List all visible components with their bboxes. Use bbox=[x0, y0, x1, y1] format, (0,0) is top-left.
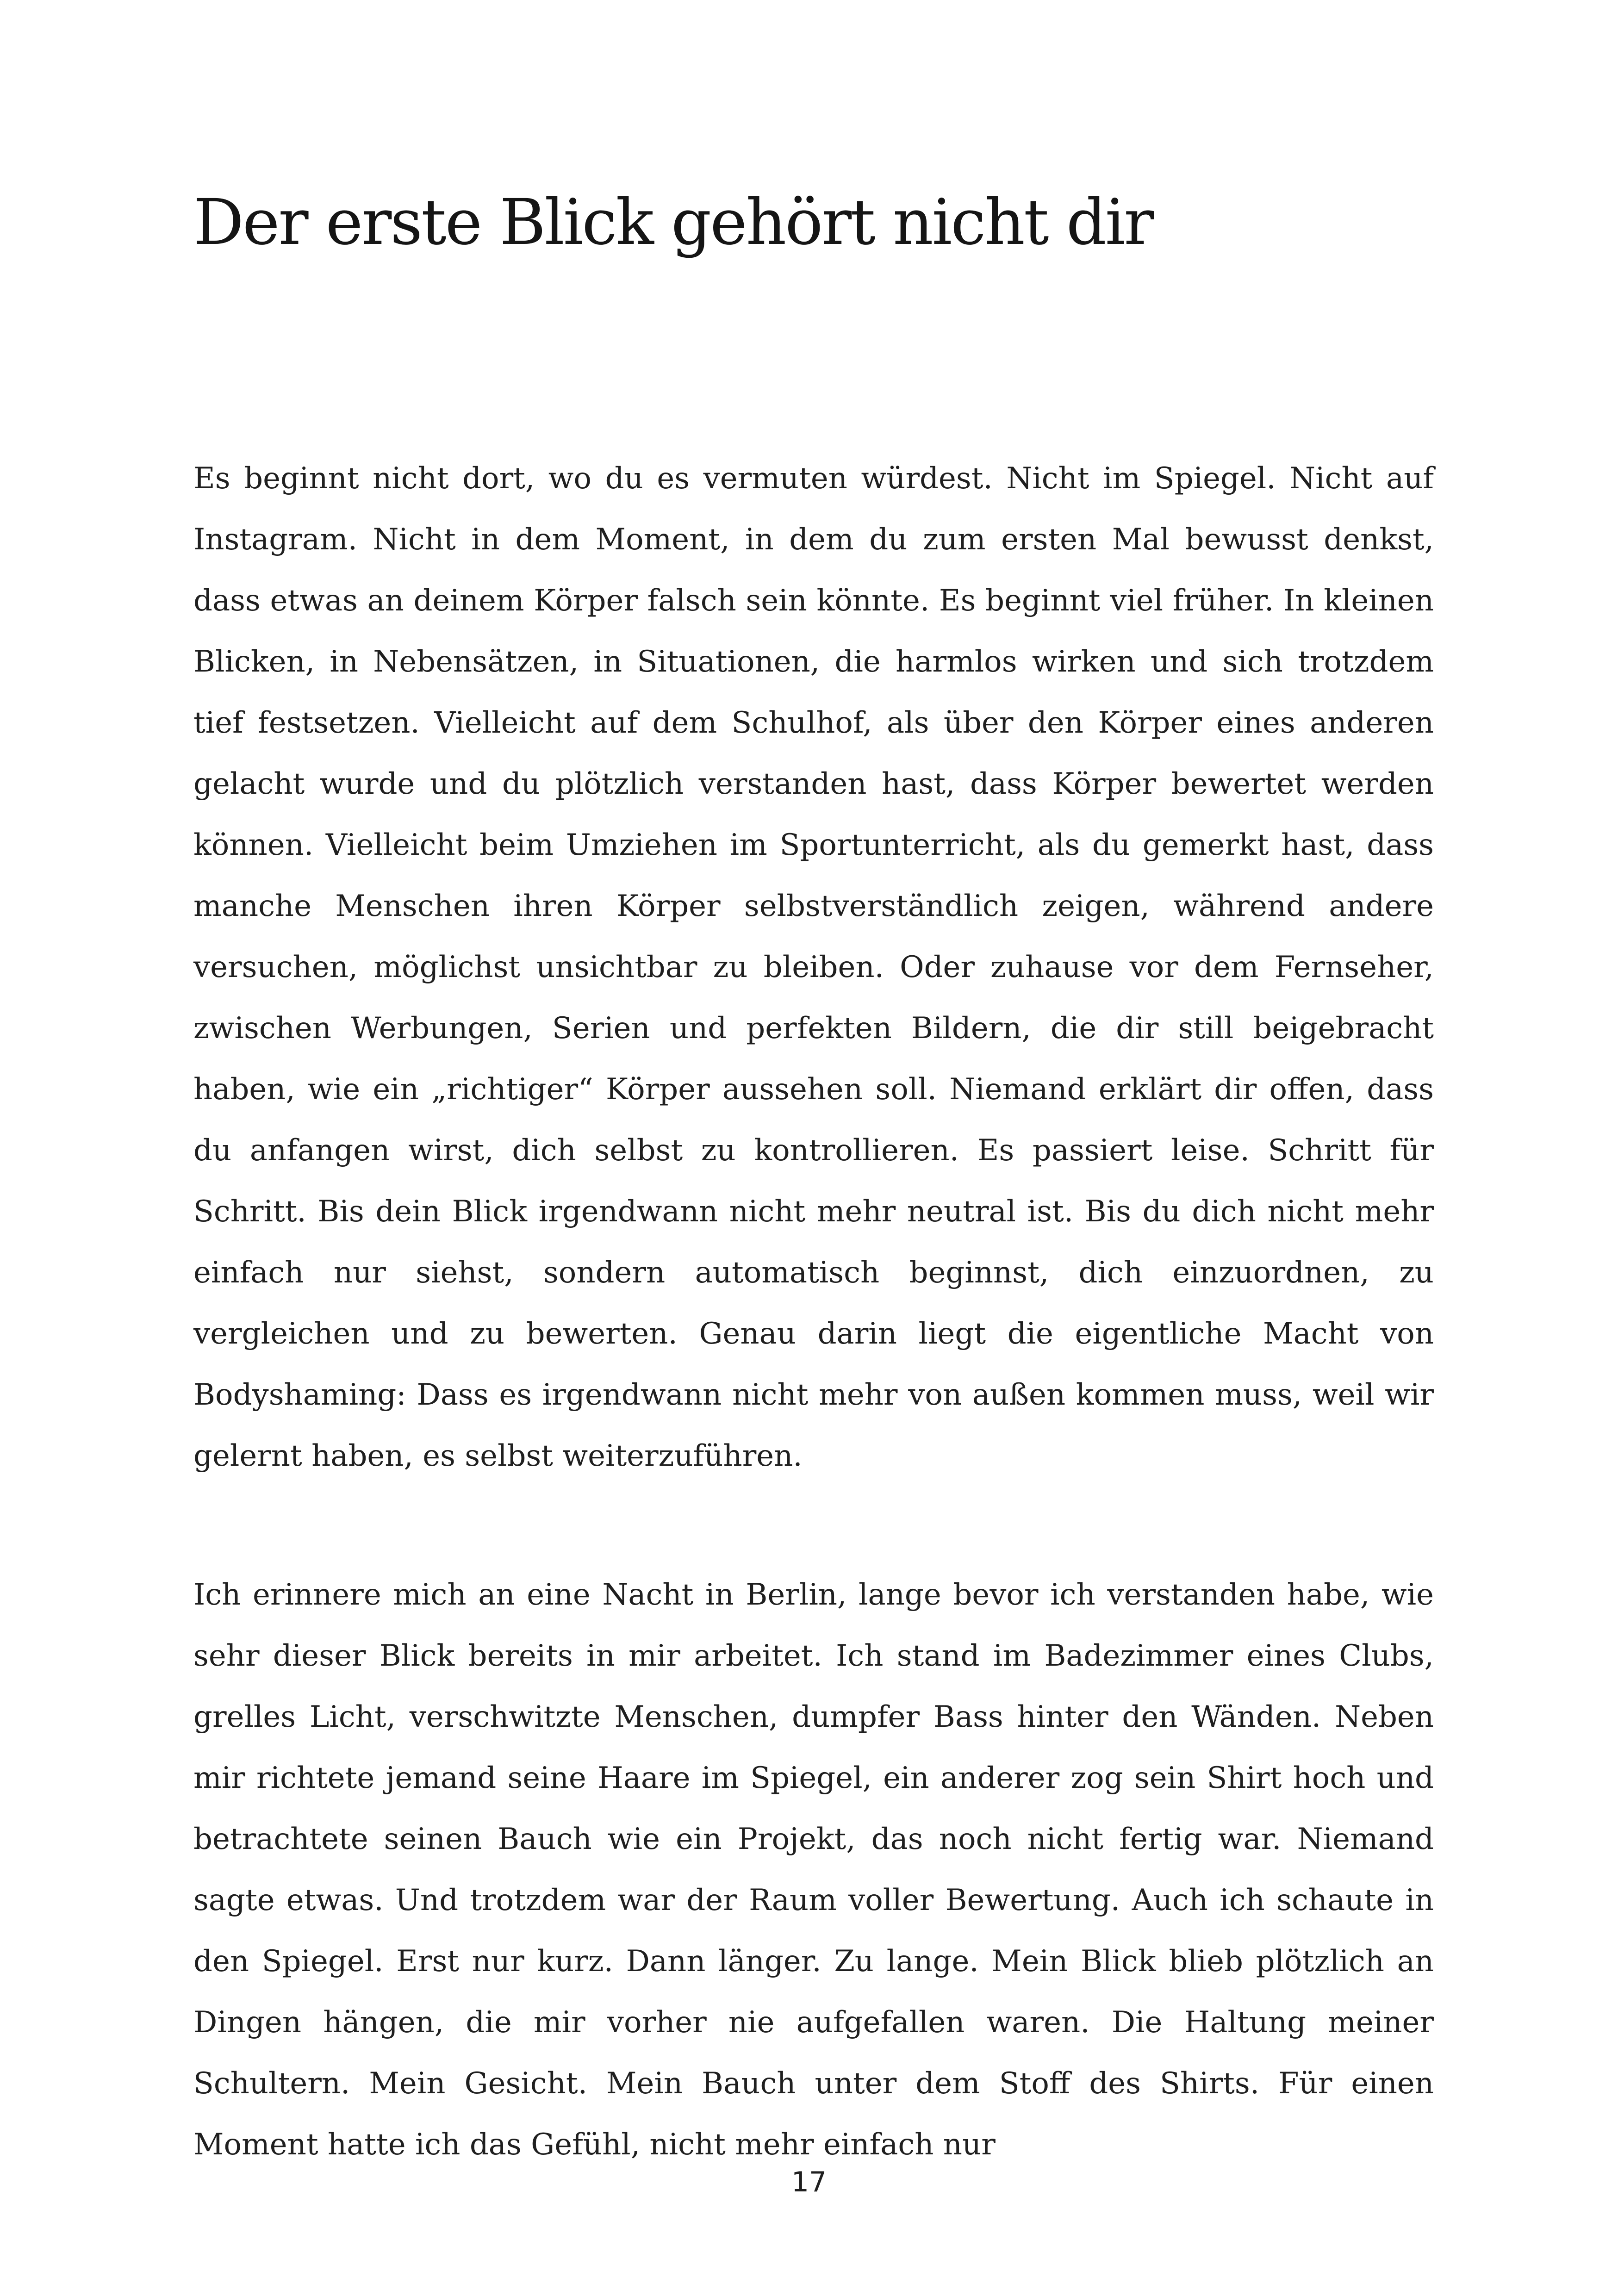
body-paragraph-2: Ich erinnere mich an eine Nacht in Berlin, lange bevor ich verstanden habe, wie sehr dieser Blick bereits in mir arbeitet. Ich stand im Badezimmer eines Clubs, grelles Licht, verschwitzte Menschen, dumpfer Bass hinter den Wänden. Neben mir richtete jemand seine Haare im Spiegel, ein anderer zog sein Shirt hoch und betrachtete seinen Bauch wie ein Projekt, das noch nicht fertig war. Niemand sagte etwas. Und trotzdem war der Raum voller Bewertung. Auch ich schaute in den Spiegel. Erst nur kurz. Dann länger. Zu lange. Mein Blick blieb plötzlich an Dingen hängen, die mir vorher nie aufgefallen waren. Die Haltung meiner Schultern. Mein Gesicht. Mein Bauch unter dem Stoff des Shirts. Für einen Moment hatte ich das Gefühl, nicht mehr einfach nur bbox=[193, 1578, 1434, 2162]
page-number: 17 bbox=[791, 2166, 827, 2198]
chapter-title: Der erste Blick gehört nicht dir bbox=[193, 186, 1153, 259]
body-paragraph-1: Es beginnt nicht dort, wo du es vermuten würdest. Nicht im Spiegel. Nicht auf Instagram. Nicht in dem Moment, in dem du zum ersten Mal bewusst denkst, dass etwas an deinem Körper falsch sein könnte. Es beginnt viel früher. In kleinen Blicken, in Nebensätzen, in Situationen, die harmlos wirken und sich trotzdem tief festsetzen. Vielleicht auf dem Schulhof, als über den Körper eines anderen gelacht wurde und du plötzlich verstanden hast, dass Körper bewertet werden können. Vielleicht beim Umziehen im Sportunterricht, als du gemerkt hast, dass manche Menschen ihren Körper selbstverständlich zeigen, während andere versuchen, möglichst unsichtbar zu bleiben. Oder zuhause vor dem Fernseher, zwischen Werbungen, Serien und perfekten Bildern, die dir still beigebracht haben, wie ein „richtiger“ Körper aussehen soll. Niemand erklärt dir offen, dass du anfangen wirst, dich selbst zu kontrollieren. Es passiert leise. Schritt für Schritt. Bis dein Blick irgendwann nicht mehr neutral ist. Bis du dich nicht mehr einfach nur siehst, sondern automatisch beginnst, dich einzuordnen, zu vergleichen und zu bewerten. Genau darin liegt die eigentliche Macht von Bodyshaming: Dass es irgendwann nicht mehr von außen kommen muss, weil wir gelernt haben, es selbst weiterzuführen. bbox=[193, 461, 1434, 1473]
